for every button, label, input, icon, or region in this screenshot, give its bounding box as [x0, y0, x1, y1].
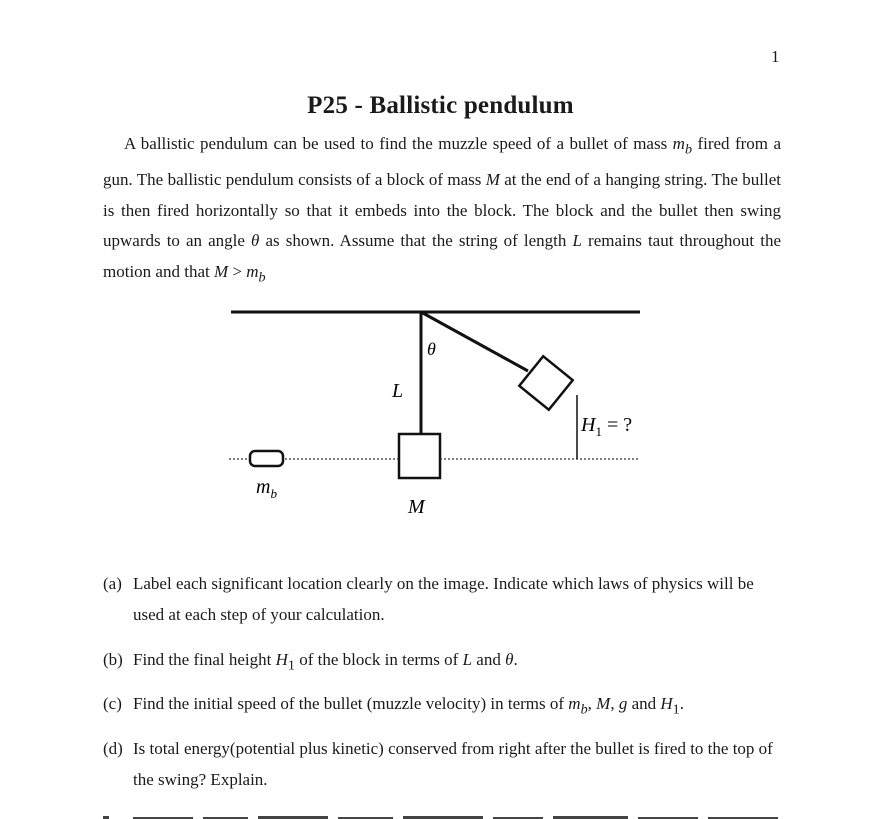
question-a	[103, 569, 783, 630]
question-b-label: (b)	[103, 650, 123, 669]
height-H1-label: $H_1$ = ?	[581, 414, 633, 439]
block-mass-label: M	[408, 496, 425, 518]
bullet-mass-label: $m_b$	[256, 476, 277, 501]
length-L-label: L	[392, 380, 404, 402]
bullet-mb	[250, 451, 283, 466]
block-M-displaced	[519, 356, 572, 409]
displaced-string	[421, 312, 528, 371]
question-d-text: Is total energy(potential plus kinetic) conserved from right after the bullet is fired to the top of the swing? Explain.	[133, 739, 773, 789]
page-number: 1	[771, 47, 780, 66]
question-a-label: (a)	[103, 574, 122, 593]
problem-intro: A ballistic pendulum can be used to find the muzzle speed of a bullet of mass $m_b$ fired from a gun. The ballistic pendulum consists of a block of mass M at the end of a hanging string. The bullet is then fired horizontally so that it embeds into the block. The block and the bullet then swing upwards to an angle θ as shown. Assume that the string of length L remains taut throughout the motion and that $M > m_b$	[103, 134, 782, 286]
question-b	[103, 645, 783, 681]
question-d	[103, 734, 783, 795]
question-b-text: Find the final height $H_1$ of the block in terms of L and θ.	[133, 650, 518, 674]
question-c-label: (c)	[103, 694, 122, 713]
question-a-text: Label each significant location clearly on the image. Indicate which laws of physics will be used at each step of your calculation.	[133, 574, 754, 624]
question-d-label: (d)	[103, 739, 123, 758]
question-c-text: Find the initial speed of the bullet (muzzle velocity) in terms of $m_b$, M, g and $H_1$.	[133, 694, 684, 718]
cutoff-next-line	[103, 807, 783, 819]
question-c	[103, 689, 783, 725]
block-M-rest	[399, 434, 440, 478]
theta-label: θ	[427, 339, 436, 359]
problem-title: P25 - Ballistic pendulum	[307, 92, 574, 119]
